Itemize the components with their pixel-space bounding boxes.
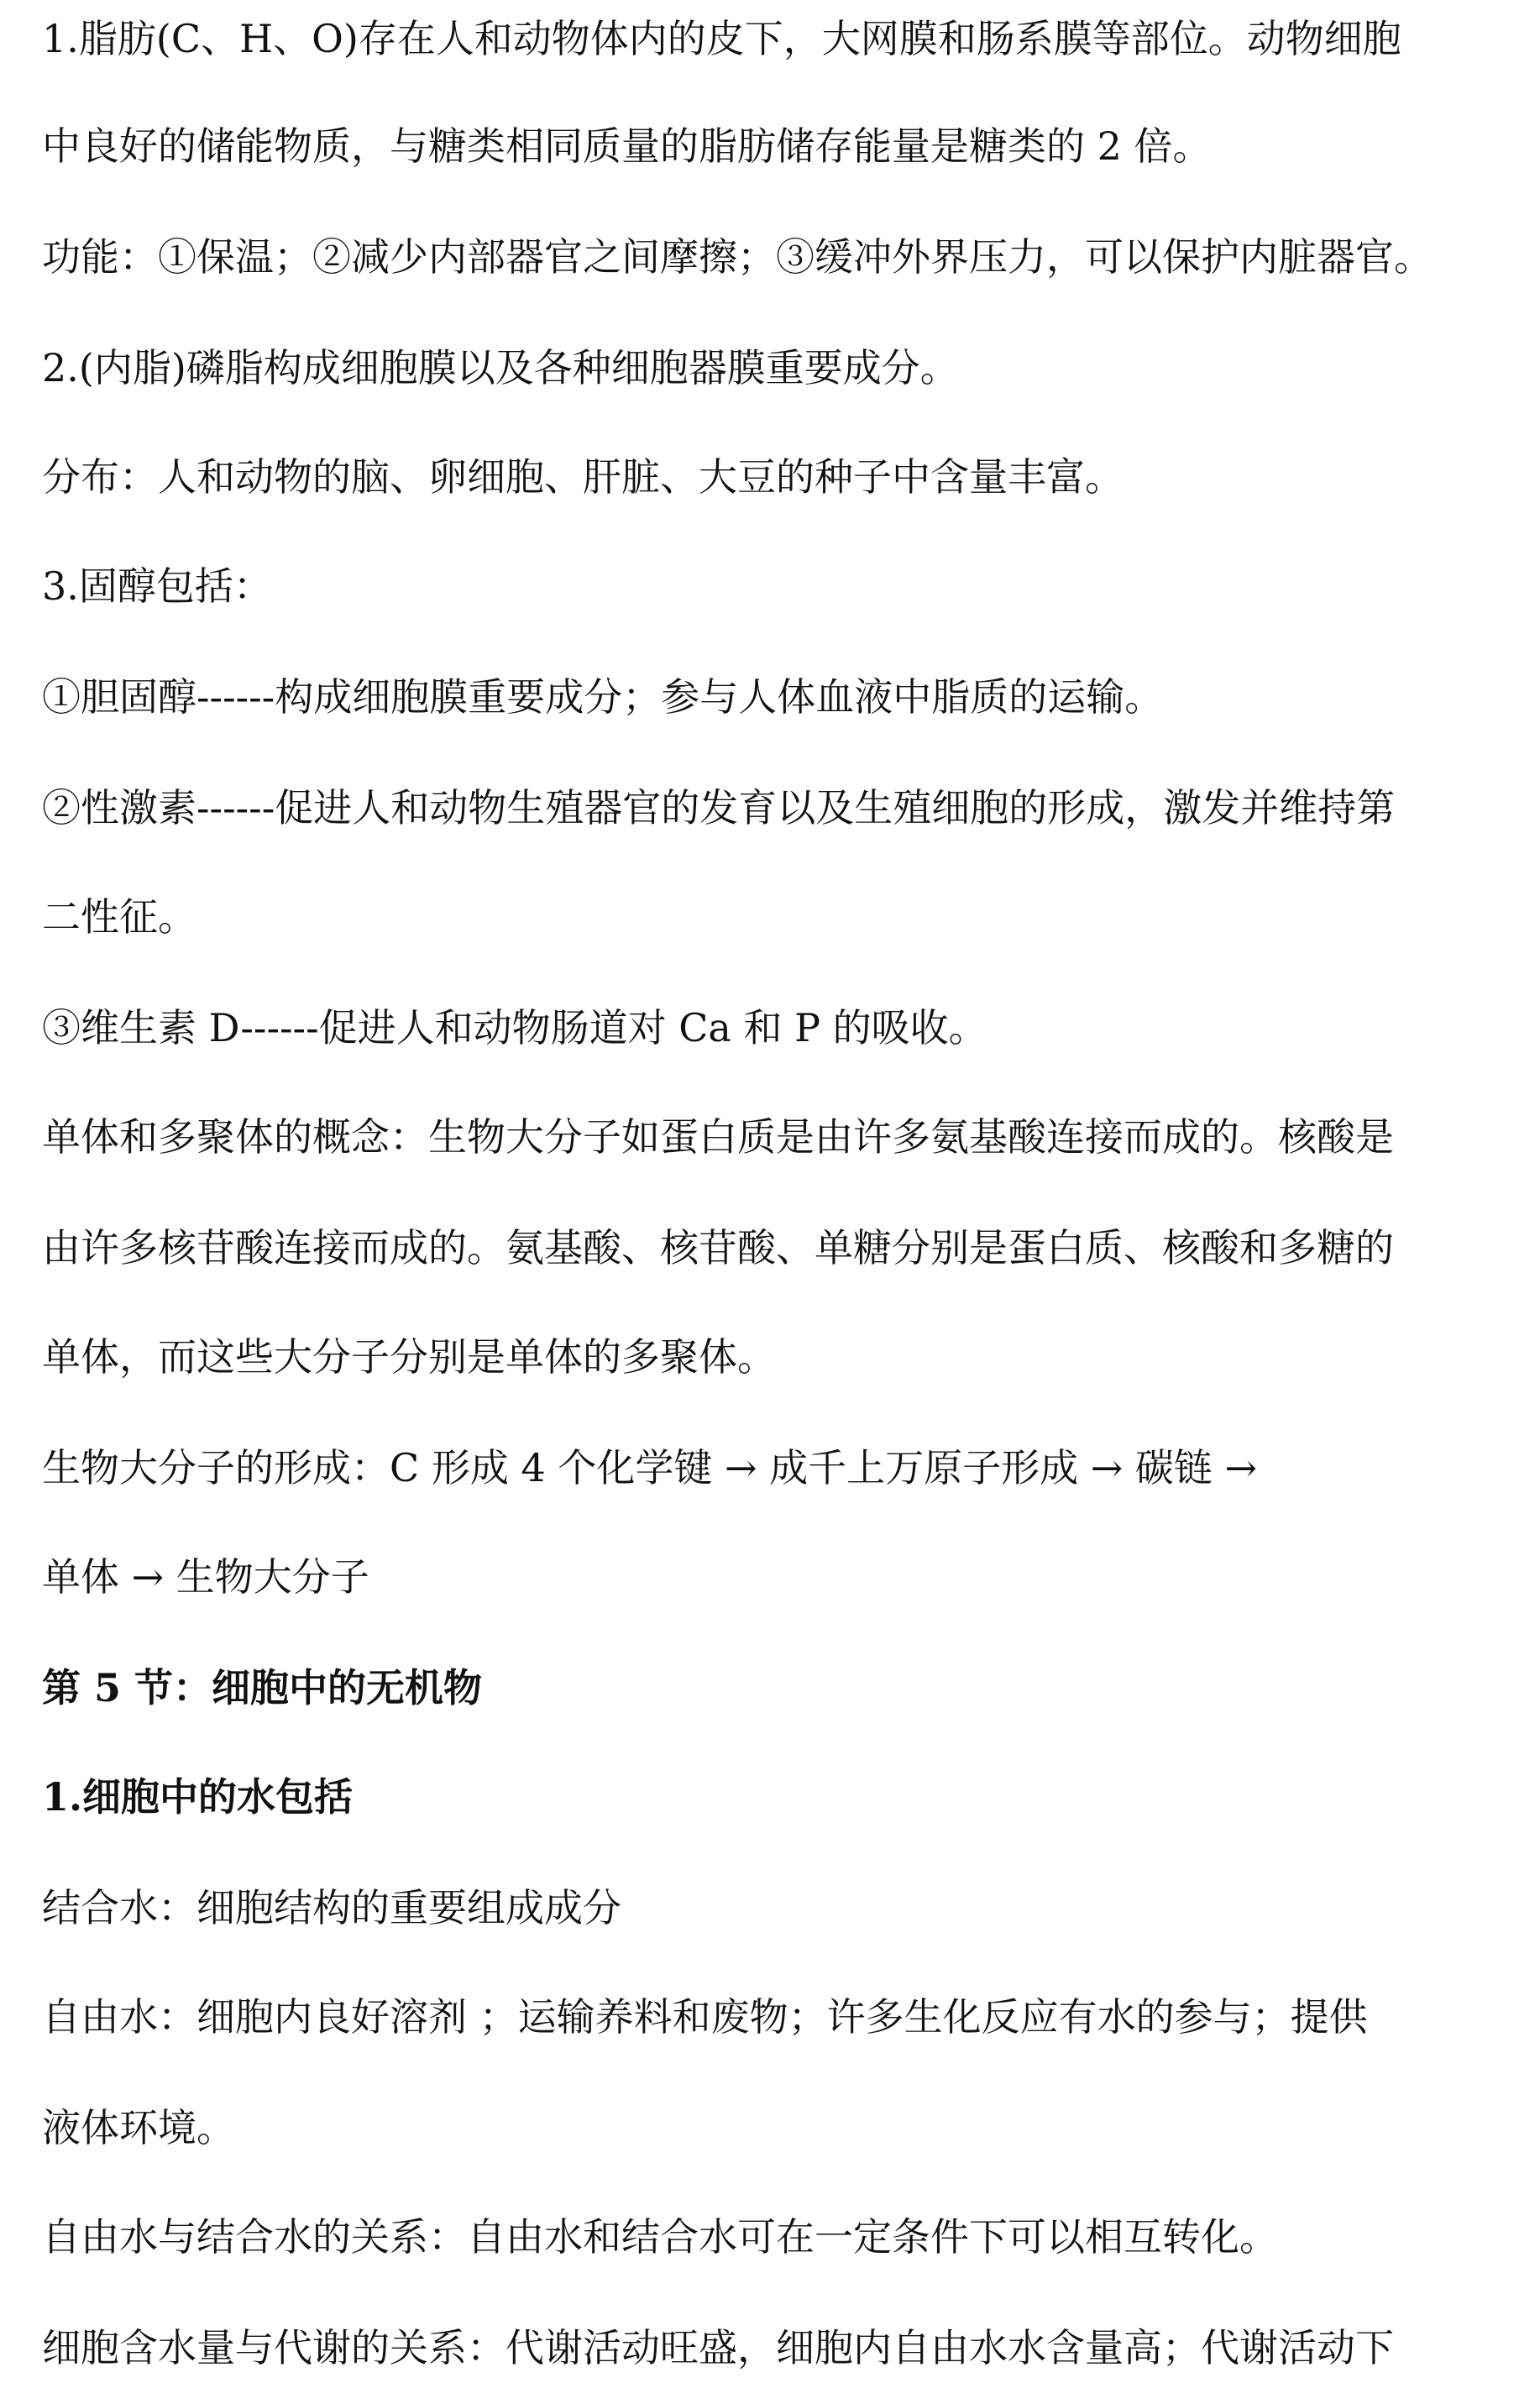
paragraph-line: 单体，而这些大分子分别是单体的多聚体。 bbox=[42, 1334, 776, 1380]
paragraph-line: 中良好的储能物质，与糖类相同质量的脂肪储存能量是糖类的 2 倍。 bbox=[42, 123, 1212, 169]
paragraph-line: 3.固醇包括： bbox=[42, 563, 272, 609]
paragraph-line: 功能：①保温；②减少内部器官之间摩擦；③缓冲外界压力，可以保护内脏器官。 bbox=[42, 234, 1433, 280]
paragraph-line: 2.(内脂)磷脂构成细胞膜以及各种细胞器膜重要成分。 bbox=[42, 345, 959, 390]
paragraph-line: 由许多核苷酸连接而成的。氨基酸、核苷酸、单糖分别是蛋白质、核酸和多糖的 bbox=[42, 1225, 1394, 1270]
paragraph-line: 液体环境。 bbox=[42, 2105, 235, 2150]
paragraph-line: 细胞含水量与代谢的关系：代谢活动旺盛，细胞内自由水水含量高；代谢活动下 bbox=[42, 2325, 1394, 2370]
section-heading: 第 5 节：细胞中的无机物 bbox=[42, 1665, 483, 1710]
paragraph-line: ③维生素 D------促进人和动物肠道对 Ca 和 P 的吸收。 bbox=[42, 1005, 987, 1050]
paragraph-line: ①胆固醇------构成细胞膜重要成分；参与人体血液中脂质的运输。 bbox=[42, 674, 1164, 720]
paragraph-line: 自由水与结合水的关系：自由水和结合水可在一定条件下可以相互转化。 bbox=[42, 2214, 1278, 2260]
paragraph-line: 单体 → 生物大分子 bbox=[42, 1554, 369, 1600]
paragraph-line: 自由水：细胞内良好溶剂 ；运输养料和废物；许多生化反应有水的参与；提供 bbox=[42, 1994, 1368, 2040]
paragraph-line: 分布：人和动物的脑、卵细胞、肝脏、大豆的种子中含量丰富。 bbox=[42, 454, 1124, 500]
paragraph-line: 生物大分子的形成：C 形成 4 个化学键 → 成千上万原子形成 → 碳链 → bbox=[42, 1445, 1258, 1490]
subsection-heading: 1.细胞中的水包括 bbox=[42, 1774, 354, 1820]
paragraph-line: 1.脂肪(C、H、O)存在人和动物体内的皮下，大网膜和肠系膜等部位。动物细胞 bbox=[42, 16, 1401, 61]
paragraph-line: 单体和多聚体的概念：生物大分子如蛋白质是由许多氨基酸连接而成的。核酸是 bbox=[42, 1114, 1394, 1160]
paragraph-line: 二性征。 bbox=[42, 894, 196, 940]
paragraph-line: 结合水：细胞结构的重要组成成分 bbox=[42, 1885, 621, 1930]
paragraph-line: ②性激素------促进人和动物生殖器官的发育以及生殖细胞的形成，激发并维持第 bbox=[42, 785, 1396, 830]
